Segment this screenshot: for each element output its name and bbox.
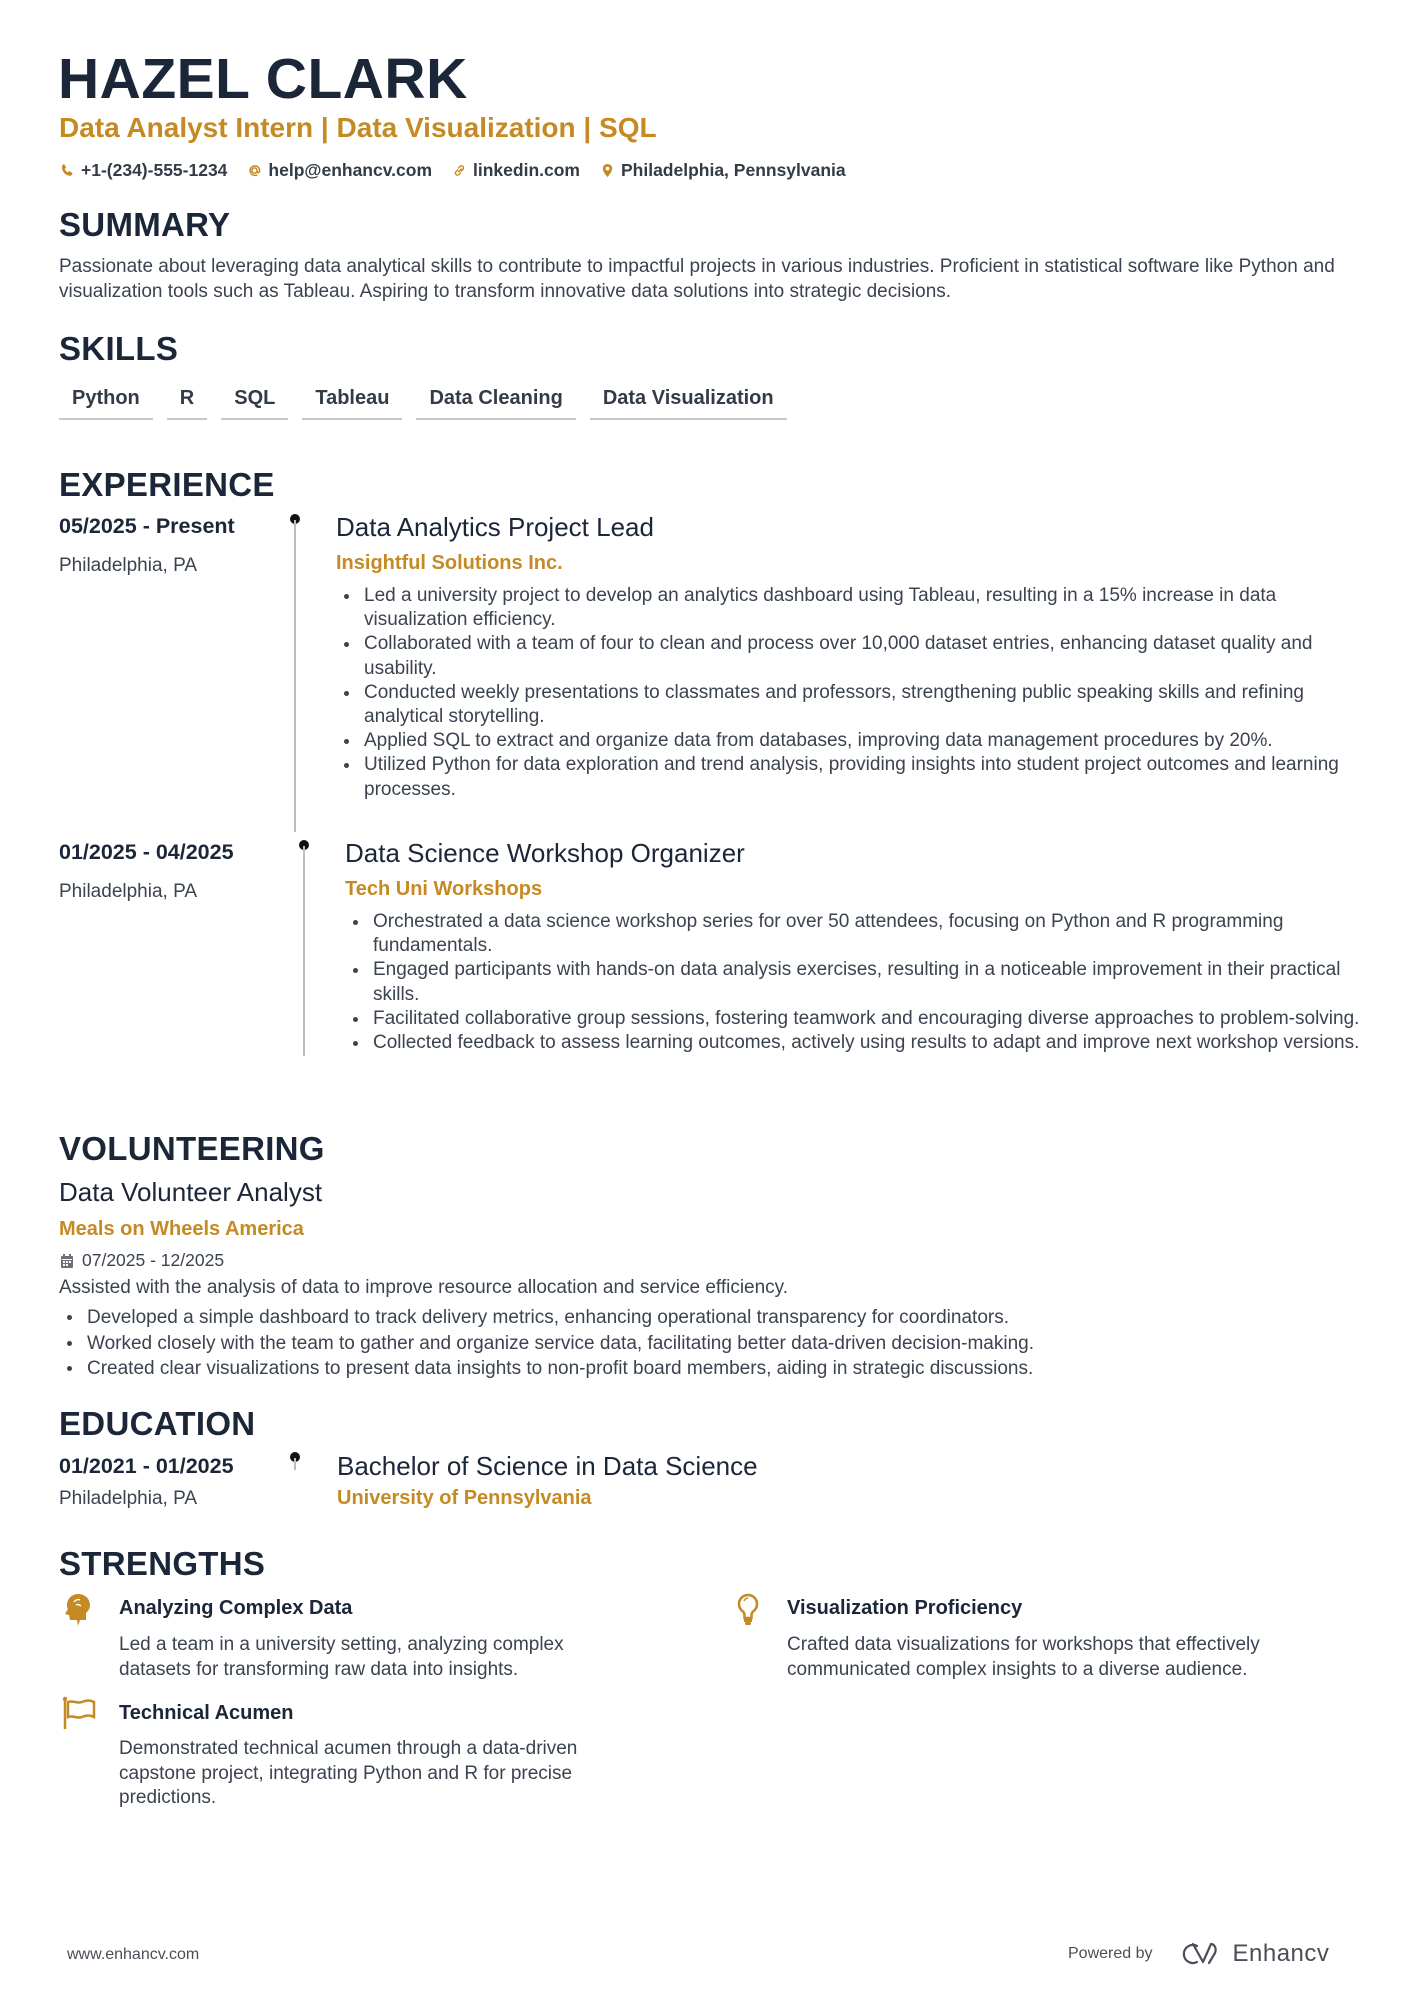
map-pin-icon xyxy=(600,163,615,178)
candidate-title: Data Analyst Intern | Data Visualization | SQL xyxy=(59,112,657,143)
timeline-line xyxy=(303,846,305,1056)
experience-bullets xyxy=(345,910,1365,1055)
powered-by-label: Powered by xyxy=(1068,1945,1153,1962)
education-dates: 01/2021 - 01/2025 xyxy=(59,1454,234,1478)
footer-branding xyxy=(1068,1940,1329,1968)
education-heading: EDUCATION xyxy=(59,1405,256,1442)
link-icon xyxy=(452,163,467,178)
bullet-item: Collected feedback to assess learning outcomes, actively using results to adapt and improve next workshop versions. xyxy=(345,1031,1365,1055)
experience-role: Data Science Workshop Organizer xyxy=(345,838,745,868)
contact-linkedin-text: linkedin.com xyxy=(473,160,580,180)
bullet-item: Created clear visualizations to present data insights to non-profit board members, aiding in strategic discussions. xyxy=(59,1356,1359,1382)
strength-description: Led a team in a university setting, analyzing complex datasets for transforming raw data into insights. xyxy=(119,1634,564,1680)
experience-dates: 01/2025 - 04/2025 xyxy=(59,840,234,864)
strengths-heading: STRENGTHS xyxy=(59,1545,266,1582)
contact-email-text: help@enhancv.com xyxy=(268,160,433,180)
contact-phone-text: +1-(234)-555-1234 xyxy=(81,160,228,180)
strength-item xyxy=(735,1592,761,1633)
volunteer-dates-row xyxy=(60,1250,224,1271)
contact-location xyxy=(600,160,846,181)
strength-title: Technical Acumen xyxy=(119,1702,294,1724)
experience-location: Philadelphia, PA xyxy=(59,881,198,902)
bullet-item: Collaborated with a team of four to clean and process over 10,000 dataset entries, enhancing dataset quality and usability. xyxy=(336,632,1346,680)
education-degree: Bachelor of Science in Data Science xyxy=(337,1451,758,1481)
skills-list xyxy=(59,385,787,420)
skill-chip: Data Visualization xyxy=(590,385,787,420)
skills-heading: SKILLS xyxy=(59,330,179,367)
volunteering-heading: VOLUNTEERING xyxy=(59,1130,325,1167)
summary-heading: SUMMARY xyxy=(59,206,231,243)
contact-location-text: Philadelphia, Pennsylvania xyxy=(620,160,846,180)
candidate-name: HAZEL CLARK xyxy=(58,47,468,111)
bullet-item: Developed a simple dashboard to track delivery metrics, enhancing operational transparency for coordinators. xyxy=(59,1305,1359,1331)
volunteer-bullets xyxy=(59,1305,1359,1382)
skill-chip: Tableau xyxy=(302,385,402,420)
skill-chip: SQL xyxy=(221,385,288,420)
bullet-item: Worked closely with the team to gather and organize service data, facilitating better data-driven decision-making. xyxy=(59,1331,1359,1357)
enhancv-logo[interactable] xyxy=(1177,1940,1330,1968)
timeline-line xyxy=(294,1458,296,1470)
footer-website-link[interactable]: www.enhancv.com xyxy=(67,1946,200,1963)
bullet-item: Facilitated collaborative group sessions, fostering teamwork and encouraging diverse approaches to problem-solving. xyxy=(345,1007,1365,1031)
bullet-item: Utilized Python for data exploration and trend analysis, providing insights into student project outcomes and learning processes. xyxy=(336,753,1346,801)
phone-icon xyxy=(60,163,75,178)
bullet-item: Led a university project to develop an analytics dashboard using Tableau, resulting in a 15% increase in data visualization efficiency. xyxy=(336,584,1346,632)
brand-name: Enhancv xyxy=(1232,1940,1330,1967)
strength-title: Analyzing Complex Data xyxy=(119,1597,353,1619)
contact-linkedin[interactable] xyxy=(452,160,580,181)
skill-chip: Python xyxy=(59,385,153,420)
bullet-item: Engaged participants with hands-on data analysis exercises, resulting in a noticeable improvement in their practical skills. xyxy=(345,958,1365,1006)
enhancv-logo-icon xyxy=(1177,1941,1223,1967)
experience-company: Insightful Solutions Inc. xyxy=(336,552,563,574)
bullet-item: Orchestrated a data science workshop series for over 50 attendees, focusing on Python and R programming fundamentals. xyxy=(345,910,1365,958)
volunteer-dates: 07/2025 - 12/2025 xyxy=(82,1250,225,1270)
skill-chip: R xyxy=(167,385,207,420)
education-school: University of Pennsylvania xyxy=(337,1487,592,1509)
brain-head-icon xyxy=(62,1592,94,1628)
strength-title: Visualization Proficiency xyxy=(787,1597,1023,1619)
strength-item xyxy=(62,1696,100,1735)
contact-phone[interactable] xyxy=(60,160,227,181)
strength-description: Demonstrated technical acumen through a data-driven capstone project, integrating Python and R for precise predictions. xyxy=(119,1738,578,1808)
bullet-item: Applied SQL to extract and organize data from databases, improving data management procedures by 20%. xyxy=(336,729,1346,753)
flag-icon xyxy=(62,1696,100,1730)
experience-heading: EXPERIENCE xyxy=(59,466,275,503)
calendar-icon xyxy=(60,1253,74,1269)
at-icon xyxy=(247,163,262,178)
contact-email[interactable] xyxy=(247,160,432,181)
volunteer-role: Data Volunteer Analyst xyxy=(59,1177,323,1207)
skill-chip: Data Cleaning xyxy=(416,385,575,420)
bullet-item: Conducted weekly presentations to classmates and professors, strengthening public speaking skills and refining analytical storytelling. xyxy=(336,681,1346,729)
experience-dates: 05/2025 - Present xyxy=(59,514,235,538)
volunteer-organization: Meals on Wheels America xyxy=(59,1218,304,1240)
summary-text: Passionate about leveraging data analytical skills to contribute to impactful projects in various industries. Proficient in statistical software like Python and visualization tools such as Tableau. Aspiring to transform innovative data solutions into strategic decisions. xyxy=(59,256,1335,302)
strength-description: Crafted data visualizations for workshops that effectively communicated complex insights to a diverse audience. xyxy=(787,1634,1260,1680)
experience-company: Tech Uni Workshops xyxy=(345,878,543,900)
education-location: Philadelphia, PA xyxy=(59,1488,198,1509)
contact-bar xyxy=(60,160,846,181)
strength-item xyxy=(62,1592,94,1633)
volunteer-description: Assisted with the analysis of data to improve resource allocation and service efficiency. xyxy=(59,1277,789,1298)
timeline-line xyxy=(294,520,296,832)
experience-bullets xyxy=(336,584,1346,802)
experience-role: Data Analytics Project Lead xyxy=(336,512,654,542)
experience-location: Philadelphia, PA xyxy=(59,555,198,576)
lightbulb-icon xyxy=(735,1592,761,1628)
